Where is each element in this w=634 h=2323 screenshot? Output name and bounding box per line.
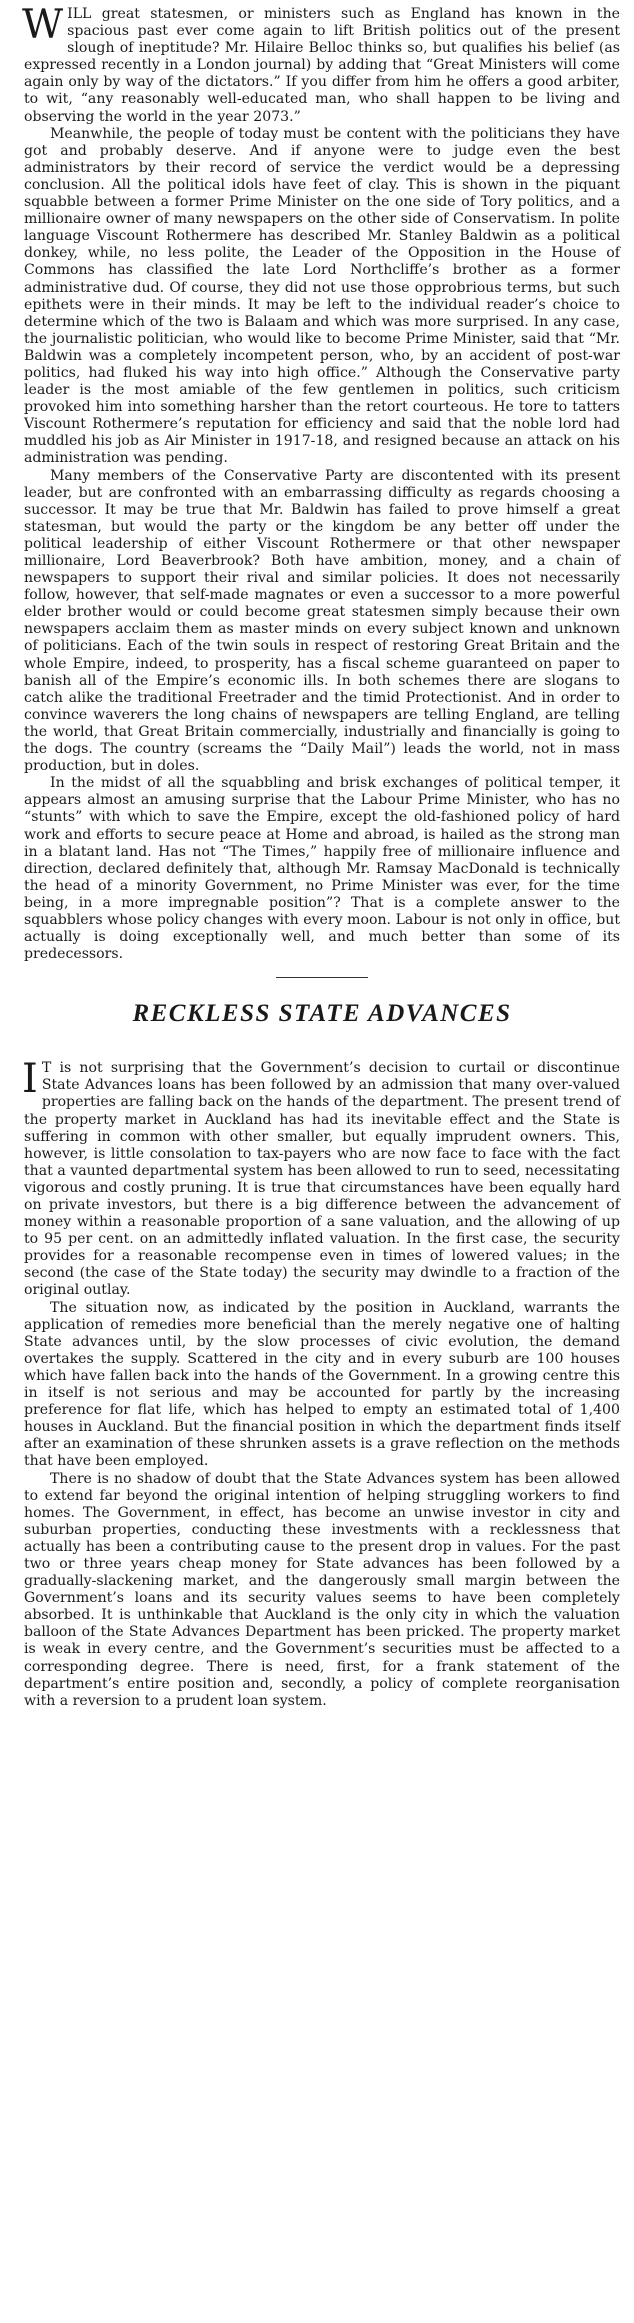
article-paragraph: There is no shadow of doubt that the State Advances system has been allowed to extend far beyond the original intention of helping struggling workers to find homes. The Government, in effect, has become an unwise investor in city and suburban properties, conducting these investments with a recklessness that actually has been a contributing cause to the present drop in values. For the past two or three years cheap money for State advances has been followed by a gradually-slackening market, and the dangerously small margin between the Government’s loans and its security values seems to have been completely absorbed. It is unthinkable that Auckland is the only city in which the valuation balloon of the State Advances Department has been pricked. The property market is weak in every centre, and the Government’s securities must be affected to a corresponding degree. There is need, first, for a frank statement of the department’s entire position and, secondly, a policy of complete reorganisation with a reversion to a prudent loan system.	[24, 1470, 620, 1709]
article-great-statesmen	[22, 2, 620, 963]
drop-cap: I	[22, 1056, 38, 1103]
article-paragraph: Meanwhile, the people of today must be content with the politicians they have got and probably deserve. And if anyone were to judge even the best administrators by their record of service the verdict would be a depressing conclusion. All the political idols have feet of clay. This is shown in the piquant squabble between a former Prime Minister on the one side of Tory politics, and a millionaire owner of many newspapers on the other side of Conservatism. In polite language Viscount Rothermere has described Mr. Stanley Baldwin as a political donkey, while, no less polite, the Leader of the Opposition in the House of Commons has classified the late Lord Northcliffe’s brother as a former administrative dud. Of course, they did not use those opprobrious terms, but such epithets were in their minds. It may be left to the individual reader’s choice to determine which of the two is Balaam and which was more surprised. In any case, the journalistic politician, who would like to become Prime Minister, said that “Mr. Baldwin was a completely incompetent person, who, by an accident of post-war politics, had fluked his way into high office.” Although the Conservative party leader is the most amiable of the few gentlemen in politics, such criticism provoked him into something harsher than the retort courteous. He tore to tatters Viscount Rothermere’s reputation for efficiency and said that the noble lord had muddled his job as Air Minister in 1917-18, and resigned because an attack on his administration was pending.	[24, 125, 620, 467]
paragraph-text: T is not surprising that the Government’s decision to curtail or discontinue State Advances loans has been followed by an admission that many over-valued properties are falling back on the hands of the department. The present trend of the property market in Auckland has had its inevitable effect and the State is suffering in common with other smaller, but equally imprudent owners. This, however, is little consolation to tax-payers who are now face to face with the fact that a vaunted departmental system has been allowed to run to seed, necessitating vigorous and costly pruning. It is true that circumstances have been equally hard on private investors, but there is a big difference between the advancement of money within a reasonable proportion of a sane valuation, and the allowing of up to 95 per cent. on an admittedly inflated valuation. In the first case, the security provides for a reasonable recompense even in times of lowered values; in the second (the case of the State today) the security may dwindle to a fraction of the original outlay.	[24, 1060, 620, 1299]
drop-cap: W	[22, 2, 64, 48]
article-paragraph: Many members of the Conservative Party are discontented with its present leader, but are confronted with an embarrassing difficulty as regards choosing a successor. It may be true that Mr. Baldwin has failed to prove himself a great statesman, but would the party or the kingdom be any better off under the political leadership of either Viscount Rothermere or that other newspaper millionaire, Lord Beaverbrook? Both have ambition, money, and a chain of newspapers to support their rival and similar policies. It does not necessarily follow, however, that self-made magnates or even a successor to a more powerful elder brother would or could become great statesmen simply because their own newspapers acclaim them as master minds on every subject known and unknown of politicians. Each of the twin souls in respect of restoring Great Britain and the whole Empire, indeed, to prosperity, has a fiscal scheme guaranteed on paper to banish all of the Empire’s economic ills. In both schemes there are slogans to catch alike the traditional Freetrader and the timid Protectionist. And in order to convince waverers the long chains of newspapers are telling England, are telling the world, that Great Britain commercially, industrially and financially is going to the dogs. The country (screams the “Daily Mail”) leads the world, not in mass production, but in doles.	[24, 467, 620, 775]
article-paragraph: In the midst of all the squabbling and brisk exchanges of political temper, it appears almost an amusing surprise that the Labour Prime Minister, who has no “stunts” with which to save the Empire, except the old-fashioned policy of hard work and efforts to secure peace at Home and abroad, is hailed as the strong man in a blatant land. Has not “The Times,” happily free of millionaire influence and direction, declared definitely that, although Mr. Ramsay MacDonald is technically the head of a minority Government, no Prime Minister was ever, for the time being, in a more impregnable position”? That is a complete answer to the squabblers whose policy changes with every moon. Labour is not only in office, but actually is doing exceptionally well, and much better than some of its predecessors.	[24, 775, 620, 963]
article-paragraph	[22, 2, 620, 126]
article-paragraph: The situation now, as indicated by the position in Auckland, warrants the application of remedies more beneficial than the merely negative one of halting State advances until, by the slow processes of civic evolution, the demand overtakes the supply. Scattered in the city and in every suburb are 100 houses which have fallen back into the hands of the Government. In a growing centre this in itself is not serious and may be accounted for partly by the increasing preference for flat life, which has helped to empty an estimated total of 1,400 houses in Auckland. But the financial position in which the department finds itself after an examination of these shrunken assets is a grave reflection on the methods that have been employed.	[24, 1299, 620, 1470]
article-paragraph	[22, 1056, 620, 1299]
paragraph-text: ILL great statesmen, or ministers such as England has known in the spacious past ever come again to lift British politics out of the present slough of ineptitude? Mr. Hilaire Belloc thinks so, but qualifies his belief (as expressed recently in a London journal) by adding that “Great Ministers will come again only by way of the dictators.” If you differ from him he offers a good arbiter, to wit, “any reasonably well-educated man, who shall happen to be living and observing the world in the year 2073.”	[24, 6, 620, 125]
article-reckless-state-advances	[24, 1000, 620, 1710]
section-divider	[276, 977, 368, 978]
section-title: RECKLESS STATE ADVANCES	[132, 1000, 512, 1028]
